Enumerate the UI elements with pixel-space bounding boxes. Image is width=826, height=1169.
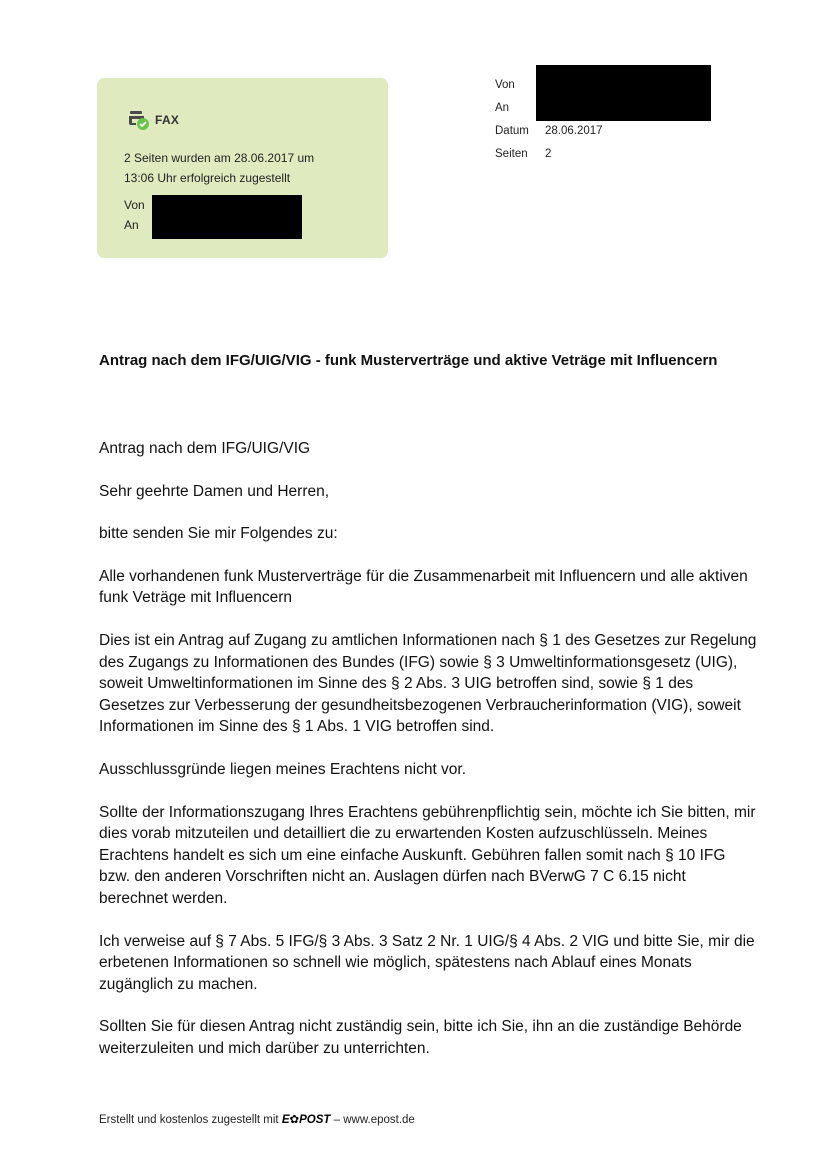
- fax-sender-recipient: [124, 195, 145, 235]
- meta-key: An: [495, 102, 510, 114]
- meta-row-date: [495, 120, 603, 143]
- body-paragraph: bitte senden Sie mir Folgendes zu:: [99, 525, 338, 543]
- redaction-block: [536, 65, 711, 121]
- footer-suffix: – www.epost.de: [330, 1114, 415, 1126]
- footer-prefix: Erstellt und kostenlos zugestellt mit: [99, 1114, 282, 1126]
- fax-icon: [127, 108, 151, 132]
- from-label: Von: [124, 198, 145, 212]
- body-paragraph: Sollte der Informationszugang Ihres Erachtens gebührenpflichtig sein, möchte ich Sie bitten, mir dies vorab mitzuteilen und detailliert die zu erwartenden Kosten aufzuschlüsseln. Meines Erachtens handelt es sich um eine einfache Auskunft. Gebühren fallen somit nach § 10 IFG bzw. den anderen Vorschriften nicht an. Auslagen dürfen nach BVerwG 7 C 6.15 nicht berechnet werden.: [99, 803, 756, 907]
- meta-key: Seiten: [495, 148, 528, 160]
- meta-key: Datum: [495, 125, 529, 137]
- fax-confirmation-box: [97, 78, 388, 258]
- meta-key: Von: [495, 79, 515, 91]
- footer: [99, 1112, 415, 1126]
- status-line: 2 Seiten wurden am 28.06.2017 um: [124, 151, 315, 165]
- fax-status-text: [124, 148, 374, 188]
- redaction-block: [152, 195, 302, 239]
- status-line: 13:06 Uhr erfolgreich zugestellt: [124, 171, 291, 185]
- document-body: [99, 438, 759, 1080]
- meta-value: 2: [545, 148, 552, 160]
- body-paragraph: Alle vorhandenen funk Musterverträge für die Zusammenarbeit mit Influencern und alle aktiven funk Veträge mit Influencern: [99, 567, 748, 607]
- epost-logo: E✿POST: [281, 1114, 331, 1126]
- body-paragraph: Sehr geehrte Damen und Herren,: [99, 482, 330, 500]
- to-label: An: [124, 218, 139, 232]
- document-subject: Antrag nach dem IFG/UIG/VIG - funk Musterverträge und aktive Veträge mit Influencern: [99, 352, 718, 369]
- body-paragraph: Dies ist ein Antrag auf Zugang zu amtlichen Informationen nach § 1 des Gesetzes zur Regelung des Zugangs zu Informationen des Bundes (IFG) sowie § 3 Umweltinformationsgesetz (UIG), soweit Umweltinformationen im Sinne des § 2 Abs. 3 UIG betroffen sind, sowie § 1 des Gesetzes zur Verbesserung der gesundheitsbezogenen Verbraucherinformation (VIG), soweit Informationen im Sinne des § 1 Abs. 1 VIG betroffen sind.: [99, 631, 757, 736]
- meta-value: 28.06.2017: [545, 125, 603, 137]
- fax-label: FAX: [155, 113, 180, 127]
- body-paragraph: Ich verweise auf § 7 Abs. 5 IFG/§ 3 Abs. 3 Satz 2 Nr. 1 UIG/§ 4 Abs. 2 VIG und bitte Sie, mir die erbetenen Informationen so schnell wie möglich, spätestens nach Ablauf eines Monats zugänglich zu machen.: [99, 932, 755, 993]
- body-paragraph: Antrag nach dem IFG/UIG/VIG: [99, 440, 311, 457]
- fax-header: [127, 108, 179, 132]
- body-paragraph: Ausschlussgründe liegen meines Erachtens nicht vor.: [99, 760, 467, 778]
- meta-row-pages: [495, 143, 603, 166]
- body-paragraph: Sollten Sie für diesen Antrag nicht zuständig sein, bitte ich Sie, ihn an die zuständige Behörde weiterzuleiten und mich darüber zu unterrichten.: [99, 1018, 742, 1057]
